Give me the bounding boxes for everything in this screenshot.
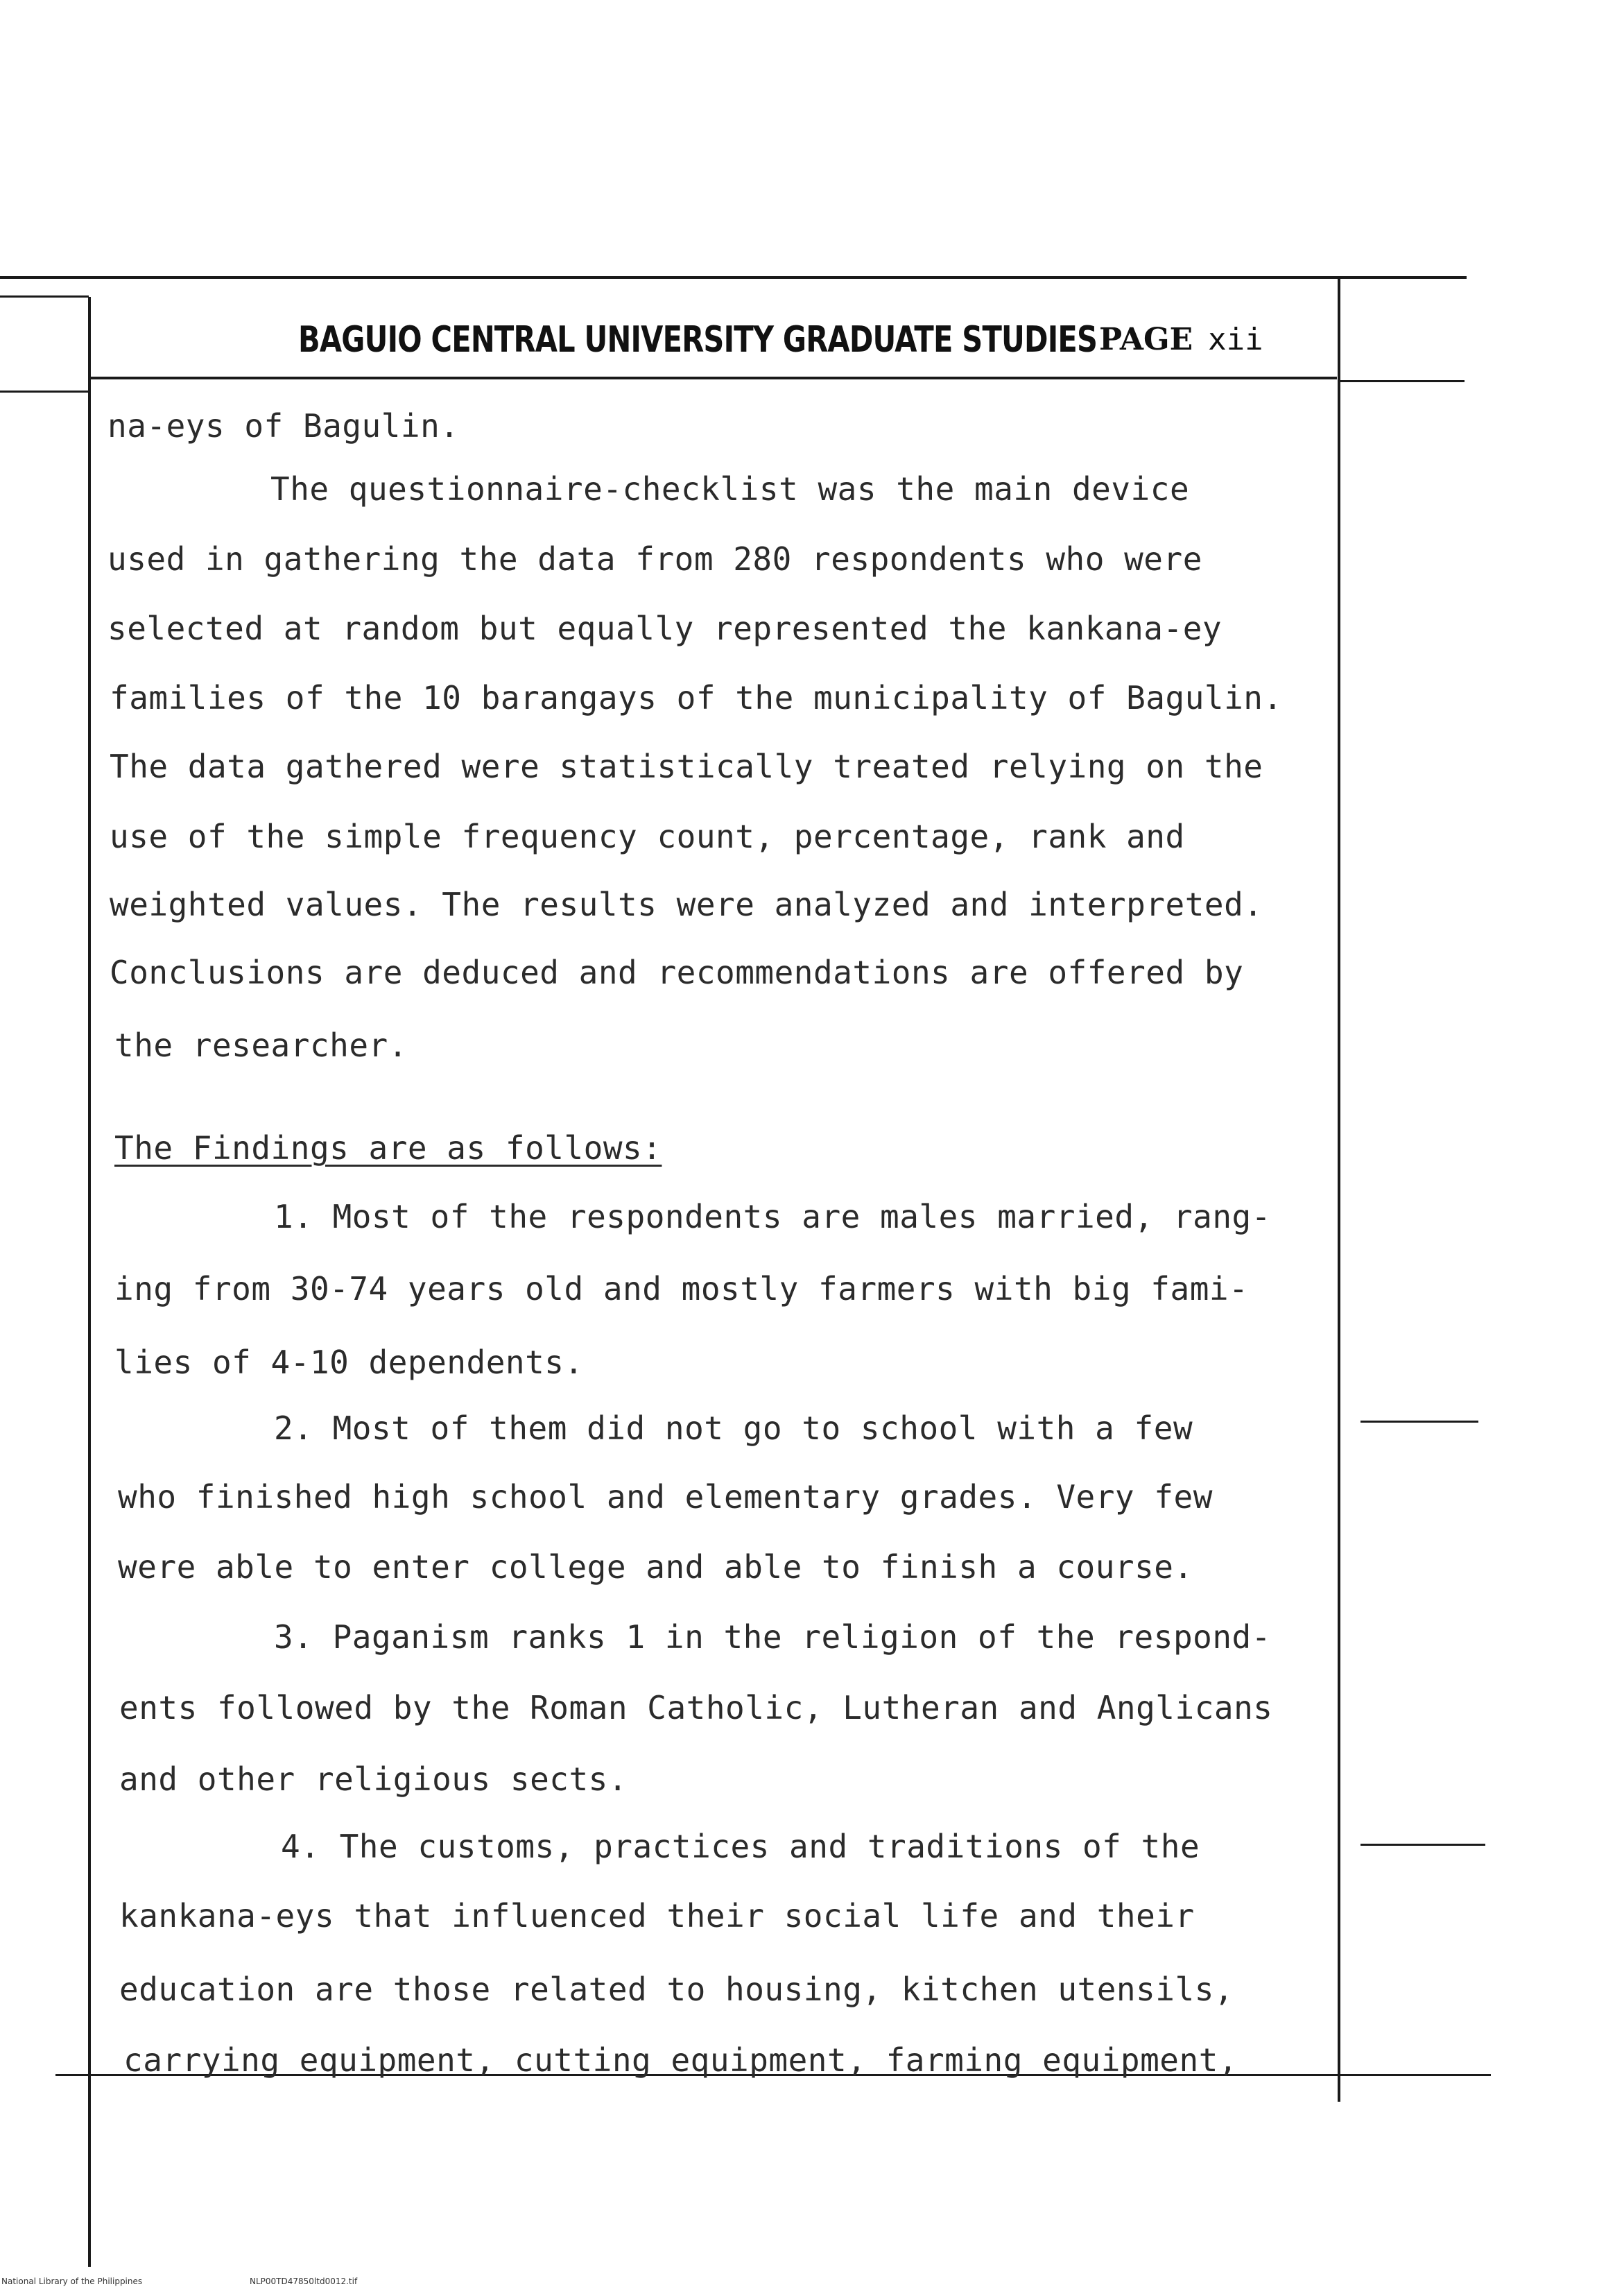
right-margin-rule-lower [1360, 1844, 1485, 1846]
body-line: na-eys of Bagulin. [107, 407, 460, 445]
body-line: selected at random but equally represented the kankana-ey [107, 610, 1223, 647]
body-line: weighted values. The results were analyzed and interpreted. [110, 886, 1263, 923]
right-vertical-rule [1338, 277, 1340, 2102]
body-line: The questionnaire-checklist was the main device [270, 470, 1190, 508]
right-margin-rule-mid [1360, 1421, 1478, 1423]
body-line: families of the 10 barangays of the municipality of Bagulin. [110, 679, 1283, 717]
body-line: The data gathered were statistically treated relying on the [110, 748, 1263, 785]
header-title: BAGUIO CENTRAL UNIVERSITY GRADUATE STUDIES [298, 319, 1098, 361]
finding-line: carrying equipment, cutting equipment, farming equipment, [123, 2041, 1238, 2079]
footer-library: National Library of the Philippines [1, 2277, 143, 2286]
finding-line: 3. Paganism ranks 1 in the religion of the respond- [274, 1618, 1271, 1656]
finding-line: education are those related to housing, kitchen utensils, [119, 1971, 1234, 2008]
right-margin-rule-top [1340, 380, 1465, 382]
frame-top-rule [0, 276, 1467, 279]
page-label: PAGE [1099, 322, 1193, 357]
finding-line: who finished high school and elementary grades. Very few [118, 1478, 1213, 1516]
finding-line: lies of 4-10 dependents. [114, 1344, 584, 1381]
frame-top-rule-left [0, 295, 89, 298]
page-indicator [1099, 319, 1263, 361]
finding-line: ing from 30-74 years old and mostly farmers with big fami- [114, 1270, 1249, 1308]
body-line: used in gathering the data from 280 respondents who were [107, 540, 1202, 578]
body-line: Conclusions are deduced and recommendations are offered by [110, 954, 1244, 991]
finding-line: were able to enter college and able to finish a course. [118, 1548, 1193, 1586]
left-margin-rule [0, 391, 90, 393]
body-line: the researcher. [114, 1027, 408, 1064]
finding-line: and other religious sects. [119, 1760, 628, 1798]
body-line: use of the simple frequency count, percentage, rank and [110, 818, 1185, 855]
left-vertical-rule [88, 297, 91, 2267]
findings-heading: The Findings are as follows: [114, 1129, 662, 1167]
footer-file-id: NLP00TD47850ltd0012.tif [250, 2277, 358, 2286]
page-number: xii [1208, 322, 1263, 357]
header-bottom-rule [89, 377, 1337, 379]
finding-line: ents followed by the Roman Catholic, Lutheran and Anglicans [119, 1689, 1273, 1726]
finding-line: 4. The customs, practices and traditions of the [281, 1828, 1200, 1865]
finding-line: 1. Most of the respondents are males married, rang- [274, 1198, 1271, 1235]
finding-line: 2. Most of them did not go to school with a few [274, 1409, 1193, 1447]
finding-line: kankana-eys that influenced their social life and their [119, 1897, 1195, 1935]
